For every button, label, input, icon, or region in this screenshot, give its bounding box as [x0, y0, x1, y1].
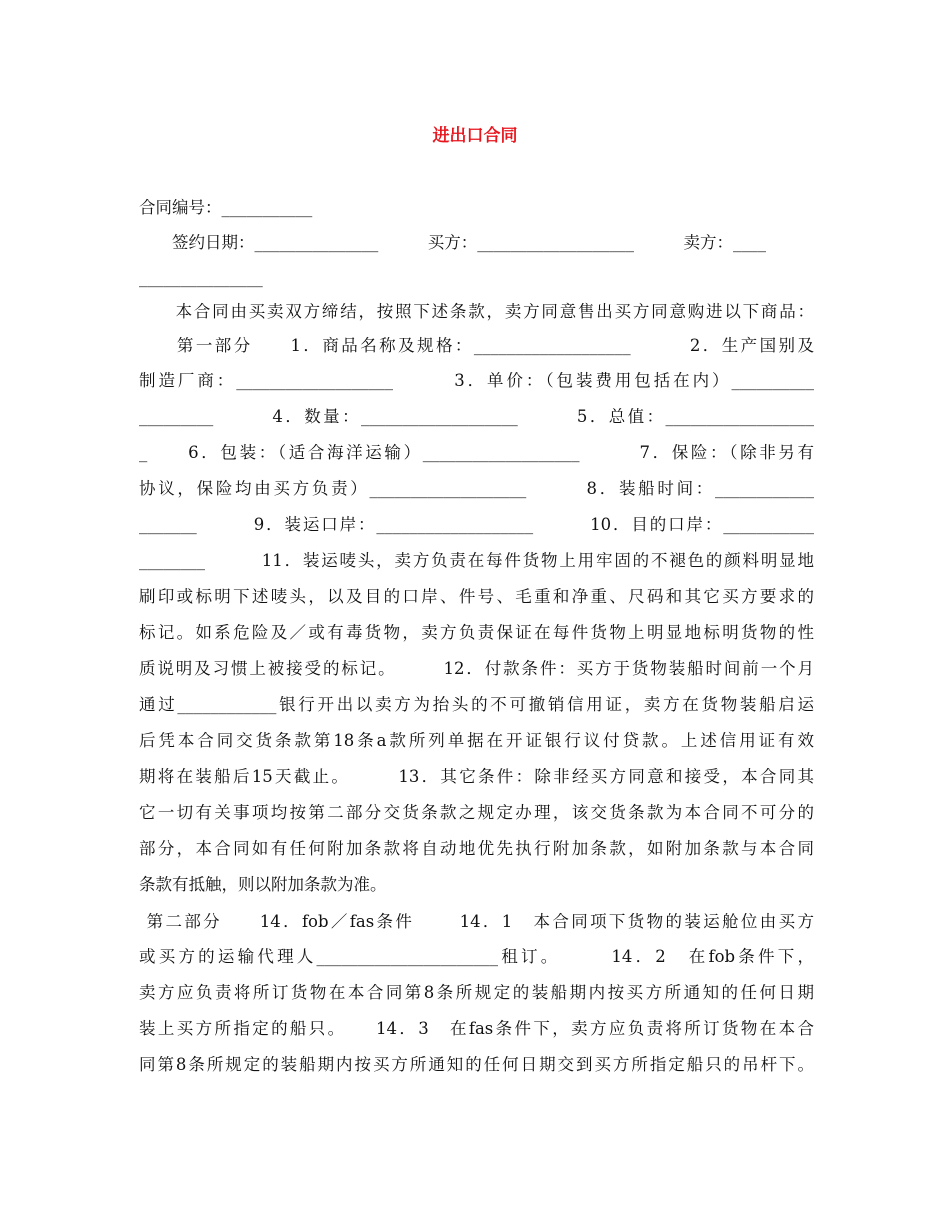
text-line: 合同编号：___________ [139, 198, 313, 217]
text-line: ________ 11．装运唛头，卖方负责在每件货物上用牢固的不褪色的颜料明显地 [139, 551, 814, 570]
text-line: 本合同由买卖双方缔结，按照下述条款，卖方同意售出买方同意购进以下商品： [139, 302, 814, 321]
text-line: _______________ [139, 268, 263, 287]
text-line: 装上买方所指定的船只。 14．3 在fas条件下，卖方应负责将所订货物在本合 [139, 1019, 814, 1038]
text-line: 部分，本合同如有任何附加条款将自动地优先执行附加条款，如附加条款与本合同 [139, 839, 814, 858]
text-line: 它一切有关事项均按第二部分交货条款之规定办理，该交货条款为本合同不可分的 [139, 803, 814, 822]
text-line: 期将在装船后15天截止。 13．其它条件：除非经买方同意和接受，本合同其 [139, 767, 814, 786]
text-line: 第一部分 1．商品名称及规格：___________________ 2．生产国别及 [139, 336, 814, 355]
text-line: 签约日期：_______________ 买方：___________________ 卖方：____ [139, 233, 766, 252]
text-line: 通过____________银行开出以卖方为抬头的不可撤销信用证，卖方在货物装船启运 [139, 695, 814, 714]
text-line: 刷印或标明下述唛头，以及目的口岸、件号、毛重和净重、尺码和其它买方要求的 [139, 587, 814, 606]
text-line: 第二部分 14．fob／fas条件 14．1 本合同项下货物的装运舱位由买方 [139, 912, 814, 931]
text-line: 同第8条所规定的装船期内按买方所通知的任何日期交到买方所指定船只的吊杆下。 [139, 1055, 814, 1074]
text-line: _________ 4．数量：___________________ 5．总值：__________________ [139, 407, 814, 426]
text-line: 制造厂商：___________________ 3．单价：（包装费用包括在内）__________ [139, 371, 814, 390]
text-line: 后凭本合同交货条款第18条a款所列单据在开证银行议付贷款。上述信用证有效 [139, 731, 814, 750]
text-line: 质说明及习惯上被接受的标记。 12．付款条件：买方于货物装船时间前一个月 [139, 659, 814, 678]
text-line: 或买方的运输代理人______________________租订。 14．2 在fob条件下， [139, 947, 814, 966]
document-title: 进出口合同 [432, 126, 518, 146]
text-line: _ 6．包装：（适合海洋运输）___________________ 7．保险：（除非另有 [139, 443, 814, 462]
text-line: 卖方应负责将所订货物在本合同第8条所规定的装船期内按买方所通知的任何日期 [139, 983, 814, 1002]
text-line: 条款有抵触，则以附加条款为准。 [139, 875, 387, 894]
text-line: 协议，保险均由买方负责）___________________ 8．装船时间：____________ [139, 479, 814, 498]
text-line: 标记。如系危险及／或有毒货物，卖方负责保证在每件货物上明显地标明货物的性 [139, 623, 814, 642]
text-line: _______ 9．装运口岸：___________________ 10．目的口岸：___________ [139, 515, 814, 534]
